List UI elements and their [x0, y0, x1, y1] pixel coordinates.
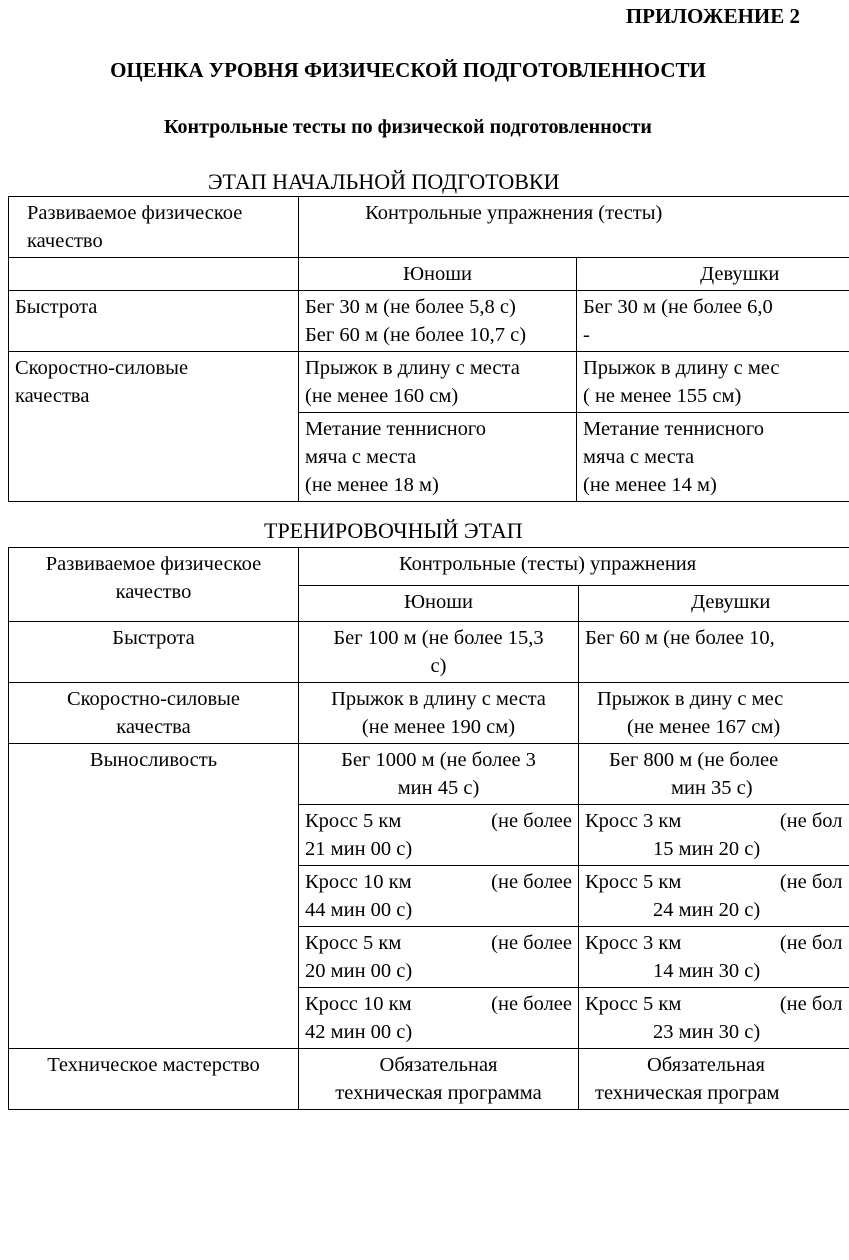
girls-cross-time: 15 мин 20 с)	[653, 838, 761, 860]
boys-cross-dist: Кросс 5 км	[305, 810, 402, 832]
quality-power-line2: качества	[116, 716, 191, 738]
page-subtitle: Контрольные тесты по физической подготовленности	[164, 116, 652, 138]
table-row	[9, 622, 849, 683]
girls-cross-dist: Кросс 3 км	[585, 932, 682, 954]
girls-technique-cell	[579, 1049, 849, 1110]
girls-cross-limit: (не бол	[779, 932, 843, 954]
table-row	[9, 291, 849, 352]
girls-cross-time: 24 мин 20 с)	[653, 899, 761, 921]
boys-technique-line2: техническая программа	[335, 1082, 542, 1104]
table-row	[9, 548, 849, 586]
page-title: ОЦЕНКА УРОВНЯ ФИЗИЧЕСКОЙ ПОДГОТОВЛЕННОСТИ	[110, 58, 706, 82]
girls-cross-cell	[579, 927, 849, 988]
boys-throw-line1: Метание теннисного	[305, 418, 486, 440]
header-quality-line1: Развиваемое физическое	[45, 553, 262, 575]
header-girls: Девушки	[579, 586, 849, 622]
boys-cross-dist: Кросс 10 км	[305, 993, 412, 1015]
table-row	[9, 744, 849, 805]
girls-run-800-line2: мин 35 с)	[671, 777, 753, 799]
girls-endurance-cell	[579, 744, 849, 805]
boys-cross-cell	[299, 988, 579, 1049]
table-row	[9, 1049, 849, 1110]
boys-cross-dist: Кросс 10 км	[305, 871, 412, 893]
stage2-title: ТРЕНИРОВОЧНЫЙ ЭТАП	[264, 518, 523, 543]
boys-jump-cell	[299, 352, 577, 413]
boys-throw-line2: мяча с места	[305, 446, 417, 468]
quality-power-line1: Скоростно-силовые	[66, 688, 241, 710]
header-tests: Контрольные упражнения (тесты)	[299, 197, 849, 258]
girls-technique-line1: Обязательная	[647, 1054, 765, 1076]
boys-cross-cell	[299, 866, 579, 927]
quality-power	[9, 352, 299, 502]
header-tests: Контрольные (тесты) упражнения	[299, 548, 849, 586]
boys-cross-dist: Кросс 5 км	[305, 932, 402, 954]
boys-run-1000-line2: мин 45 с)	[397, 777, 480, 799]
boys-cross-limit: (не более	[491, 993, 572, 1015]
boys-throw-line3: (не менее 18 м)	[305, 474, 439, 496]
girls-jump-cell	[577, 352, 849, 413]
boys-cross-limit: (не более	[491, 810, 572, 832]
appendix-label: ПРИЛОЖЕНИЕ 2	[625, 4, 800, 28]
table-row	[9, 258, 849, 291]
boys-cross-limit: (не более	[491, 871, 572, 893]
girls-jump-line2: ( не менее 155 см)	[583, 385, 742, 407]
quality-power-line1: Скоростно-силовые	[15, 357, 189, 379]
girls-run-800-line1: Бег 800 м (не более	[609, 749, 779, 771]
boys-speed-line2: с)	[430, 655, 447, 677]
header-quality	[9, 548, 299, 622]
girls-throw-cell	[577, 413, 849, 502]
quality-endurance: Выносливость	[9, 744, 299, 1049]
boys-cross-time: 20 мин 00 с)	[305, 960, 413, 982]
boys-endurance-cell	[299, 744, 579, 805]
boys-power-line1: Прыжок в длину с места	[331, 688, 546, 710]
girls-cross-limit: (не бол	[779, 871, 843, 893]
header-boys: Юноши	[299, 258, 577, 291]
girls-cross-cell	[579, 866, 849, 927]
quality-speed: Быстрота	[9, 622, 299, 683]
quality-power-line2: качества	[15, 385, 90, 407]
boys-run-30: Бег 30 м (не более 5,8 с)	[305, 296, 516, 318]
header-boys: Юноши	[299, 586, 579, 622]
boys-speed-cell	[299, 291, 577, 352]
girls-cross-cell	[579, 805, 849, 866]
boys-cross-time: 42 мин 00 с)	[305, 1021, 413, 1043]
boys-cross-cell	[299, 927, 579, 988]
boys-speed-cell	[299, 622, 579, 683]
boys-technique-line1: Обязательная	[379, 1054, 498, 1076]
girls-cross-cell	[579, 988, 849, 1049]
boys-throw-cell	[299, 413, 577, 502]
girls-cross-time: 23 мин 30 с)	[653, 1021, 761, 1043]
girls-cross-limit: (не бол	[779, 810, 843, 832]
girls-speed-line1: Бег 60 м (не более 10,	[585, 627, 775, 649]
girls-speed-cell	[579, 622, 849, 683]
boys-speed-line1: Бег 100 м (не более 15,3	[333, 627, 544, 649]
boys-power-cell	[299, 683, 579, 744]
stage1-table	[8, 196, 849, 502]
boys-technique-cell	[299, 1049, 579, 1110]
girls-run-30: Бег 30 м (не более 6,0	[583, 296, 773, 318]
girls-technique-line2: техническая програм	[595, 1082, 780, 1104]
girls-speed-cell	[577, 291, 849, 352]
boys-cross-time: 21 мин 00 с)	[305, 838, 413, 860]
boys-cross-limit: (не более	[491, 932, 572, 954]
girls-throw-line3: (не менее 14 м)	[583, 474, 717, 496]
girls-run-60: -	[583, 324, 590, 346]
girls-cross-dist: Кросс 5 км	[585, 993, 682, 1015]
girls-power-line1: Прыжок в дину с мес	[597, 688, 784, 710]
quality-speed: Быстрота	[9, 291, 299, 352]
girls-jump-line1: Прыжок в длину с мес	[583, 357, 780, 379]
girls-power-line2: (не менее 167 см)	[627, 716, 781, 738]
quality-technique: Техническое мастерство	[9, 1049, 299, 1110]
boys-jump-line1: Прыжок в длину с места	[305, 357, 520, 379]
girls-cross-dist: Кросс 3 км	[585, 810, 682, 832]
table-row	[9, 197, 849, 258]
header-girls: Девушки	[577, 258, 849, 291]
boys-run-60: Бег 60 м (не более 10,7 с)	[305, 324, 527, 346]
boys-cross-time: 44 мин 00 с)	[305, 899, 413, 921]
boys-power-line2: (не менее 190 см)	[361, 716, 516, 738]
boys-cross-cell	[299, 805, 579, 866]
boys-run-1000-line1: Бег 1000 м (не более 3	[341, 749, 536, 771]
header-quality-line2: качество	[115, 581, 192, 603]
girls-cross-dist: Кросс 5 км	[585, 871, 682, 893]
header-quality: Развиваемое физическое качество	[9, 197, 299, 258]
stage1-title: ЭТАП НАЧАЛЬНОЙ ПОДГОТОВКИ	[208, 169, 560, 194]
empty-cell	[9, 258, 299, 291]
girls-cross-time: 14 мин 30 с)	[653, 960, 761, 982]
stage2-table	[8, 547, 849, 1110]
quality-power	[9, 683, 299, 744]
table-row	[9, 683, 849, 744]
girls-cross-limit: (не бол	[779, 993, 843, 1015]
girls-throw-line1: Метание теннисного	[583, 418, 764, 440]
girls-throw-line2: мяча с места	[583, 446, 695, 468]
girls-power-cell	[579, 683, 849, 744]
table-row	[9, 352, 849, 413]
boys-jump-line2: (не менее 160 см)	[305, 385, 459, 407]
